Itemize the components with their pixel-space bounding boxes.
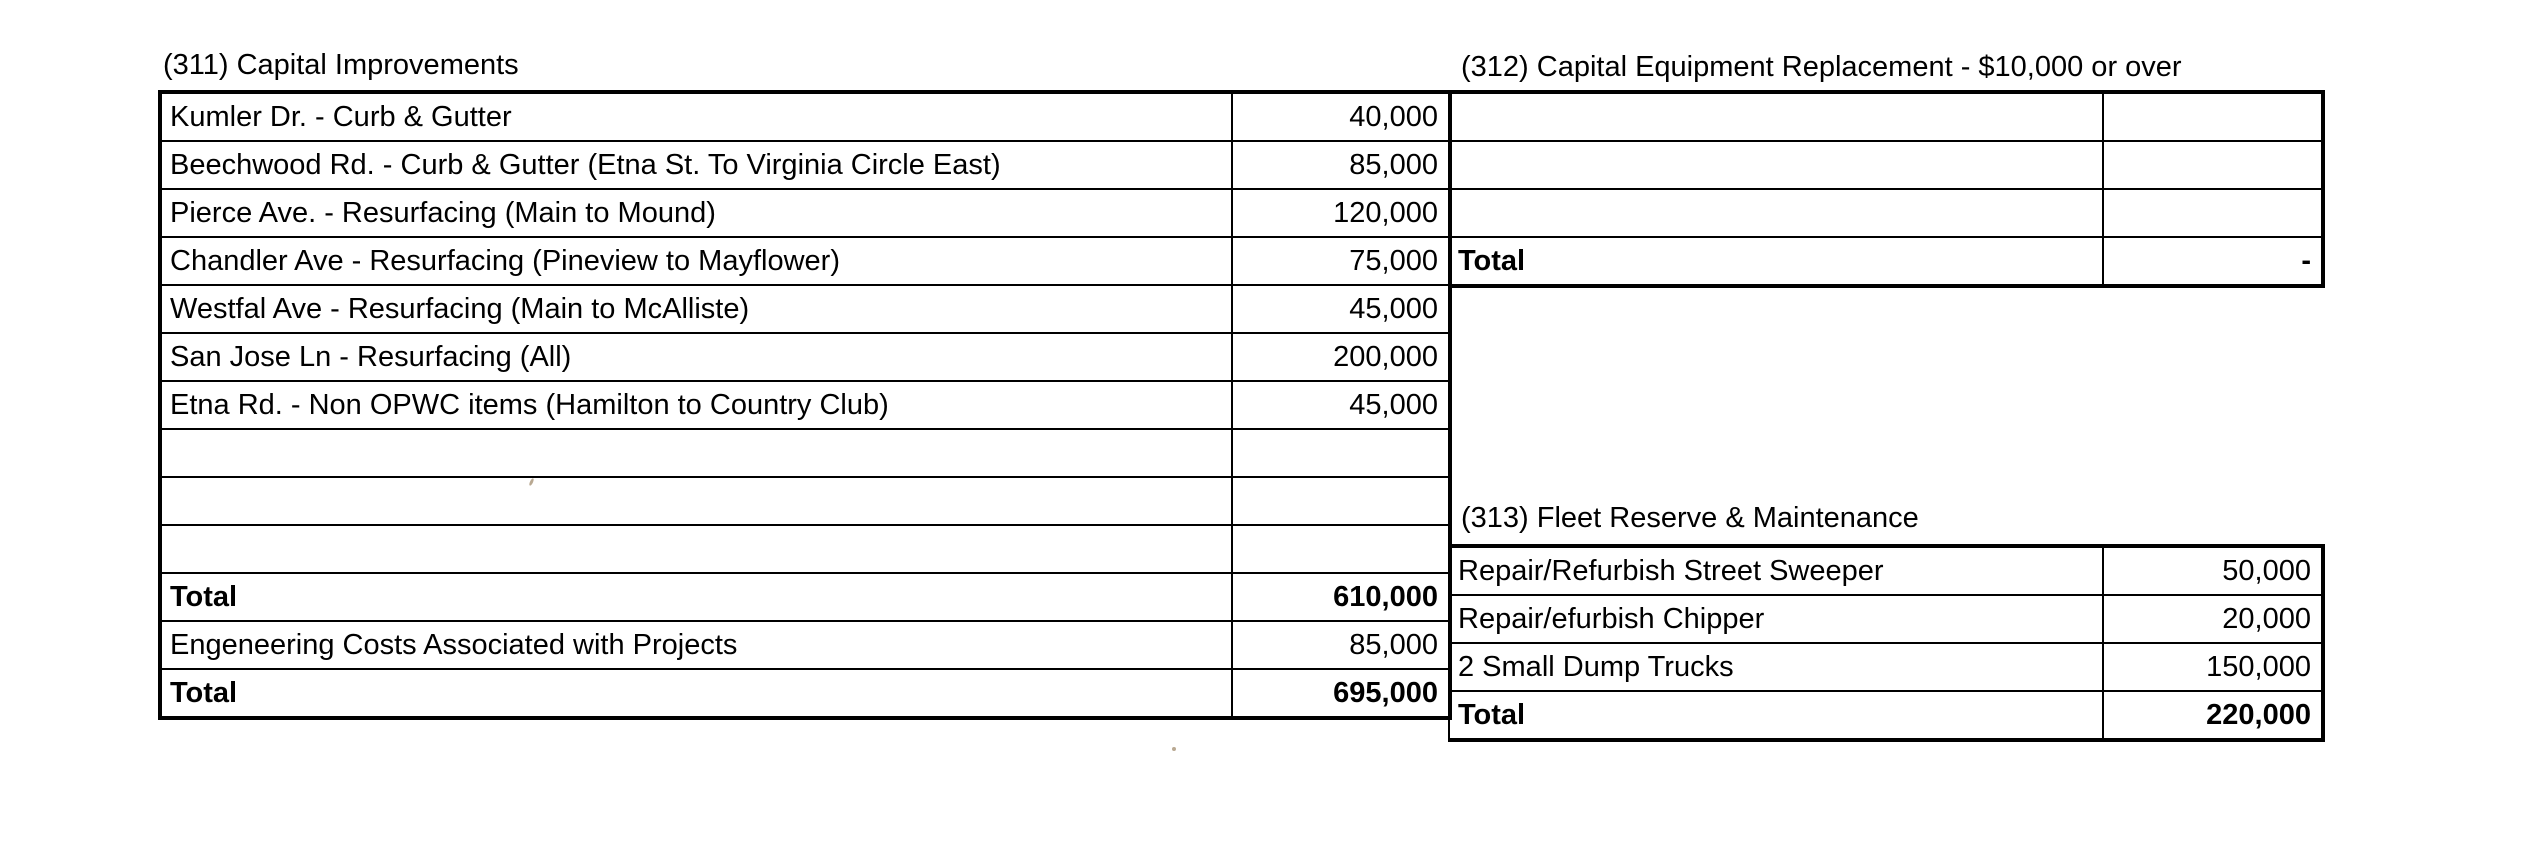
item-amount bbox=[1232, 477, 1450, 525]
item-amount: 45,000 bbox=[1232, 381, 1450, 429]
item-amount: 85,000 bbox=[1232, 141, 1450, 189]
grand-total-row bbox=[160, 669, 1450, 718]
item-amount: 120,000 bbox=[1232, 189, 1450, 237]
table-row-empty bbox=[1449, 92, 2323, 141]
capital-improvements-title: (311) Capital Improvements bbox=[163, 49, 519, 81]
item-description: Etna Rd. - Non OPWC items (Hamilton to Country Club) bbox=[160, 381, 1232, 429]
table-row bbox=[1449, 595, 2323, 643]
item-amount bbox=[1232, 429, 1450, 477]
item-amount bbox=[2103, 92, 2323, 141]
equipment-replacement-table bbox=[1448, 90, 2325, 288]
item-description bbox=[1449, 189, 2103, 237]
grand-total-amount: 695,000 bbox=[1232, 669, 1450, 718]
table-row bbox=[160, 92, 1450, 141]
item-amount: 45,000 bbox=[1232, 285, 1450, 333]
item-description bbox=[160, 525, 1232, 573]
item-description: Repair/efurbish Chipper bbox=[1449, 595, 2103, 643]
engineering-amount: 85,000 bbox=[1232, 621, 1450, 669]
item-amount: 200,000 bbox=[1232, 333, 1450, 381]
item-description bbox=[160, 477, 1232, 525]
item-amount: 75,000 bbox=[1232, 237, 1450, 285]
scan-speck bbox=[1172, 747, 1176, 751]
subtotal-amount: 610,000 bbox=[1232, 573, 1450, 621]
table-row-empty bbox=[160, 429, 1450, 477]
engineering-description: Engeneering Costs Associated with Projects bbox=[160, 621, 1232, 669]
table-row bbox=[1449, 546, 2323, 595]
item-amount: 20,000 bbox=[2103, 595, 2323, 643]
total-label: Total bbox=[1449, 237, 2103, 286]
item-description bbox=[160, 429, 1232, 477]
table-row-empty bbox=[160, 525, 1450, 573]
table-row-empty bbox=[160, 477, 1450, 525]
item-amount bbox=[2103, 141, 2323, 189]
grand-total-label: Total bbox=[160, 669, 1232, 718]
item-amount bbox=[1232, 525, 1450, 573]
item-description bbox=[1449, 141, 2103, 189]
total-row bbox=[1449, 691, 2323, 740]
fleet-reserve-table bbox=[1448, 544, 2325, 742]
subtotal-row bbox=[160, 573, 1450, 621]
item-description: 2 Small Dump Trucks bbox=[1449, 643, 2103, 691]
item-description: Kumler Dr. - Curb & Gutter bbox=[160, 92, 1232, 141]
equipment-replacement-title: (312) Capital Equipment Replacement - $10,000 or over bbox=[1461, 51, 2182, 83]
item-amount bbox=[2103, 189, 2323, 237]
item-amount: 40,000 bbox=[1232, 92, 1450, 141]
table-row-empty bbox=[1449, 189, 2323, 237]
item-description: Beechwood Rd. - Curb & Gutter (Etna St. To Virginia Circle East) bbox=[160, 141, 1232, 189]
item-description: Repair/Refurbish Street Sweeper bbox=[1449, 546, 2103, 595]
table-row bbox=[160, 333, 1450, 381]
total-row bbox=[1449, 237, 2323, 286]
item-amount: 50,000 bbox=[2103, 546, 2323, 595]
item-description: Pierce Ave. - Resurfacing (Main to Mound) bbox=[160, 189, 1232, 237]
table-row bbox=[160, 189, 1450, 237]
item-description: Chandler Ave - Resurfacing (Pineview to Mayflower) bbox=[160, 237, 1232, 285]
table-row bbox=[160, 285, 1450, 333]
fleet-reserve-title: (313) Fleet Reserve & Maintenance bbox=[1461, 502, 1919, 534]
table-row bbox=[1449, 643, 2323, 691]
table-row-empty bbox=[1449, 141, 2323, 189]
engineering-row bbox=[160, 621, 1450, 669]
subtotal-label: Total bbox=[160, 573, 1232, 621]
table-row bbox=[160, 237, 1450, 285]
total-amount: 220,000 bbox=[2103, 691, 2323, 740]
total-label: Total bbox=[1449, 691, 2103, 740]
total-amount: - bbox=[2103, 237, 2323, 286]
table-row bbox=[160, 381, 1450, 429]
item-description: Westfal Ave - Resurfacing (Main to McAlliste) bbox=[160, 285, 1232, 333]
table-row bbox=[160, 141, 1450, 189]
item-description bbox=[1449, 92, 2103, 141]
item-description: San Jose Ln - Resurfacing (All) bbox=[160, 333, 1232, 381]
item-amount: 150,000 bbox=[2103, 643, 2323, 691]
capital-improvements-table bbox=[158, 90, 1452, 720]
